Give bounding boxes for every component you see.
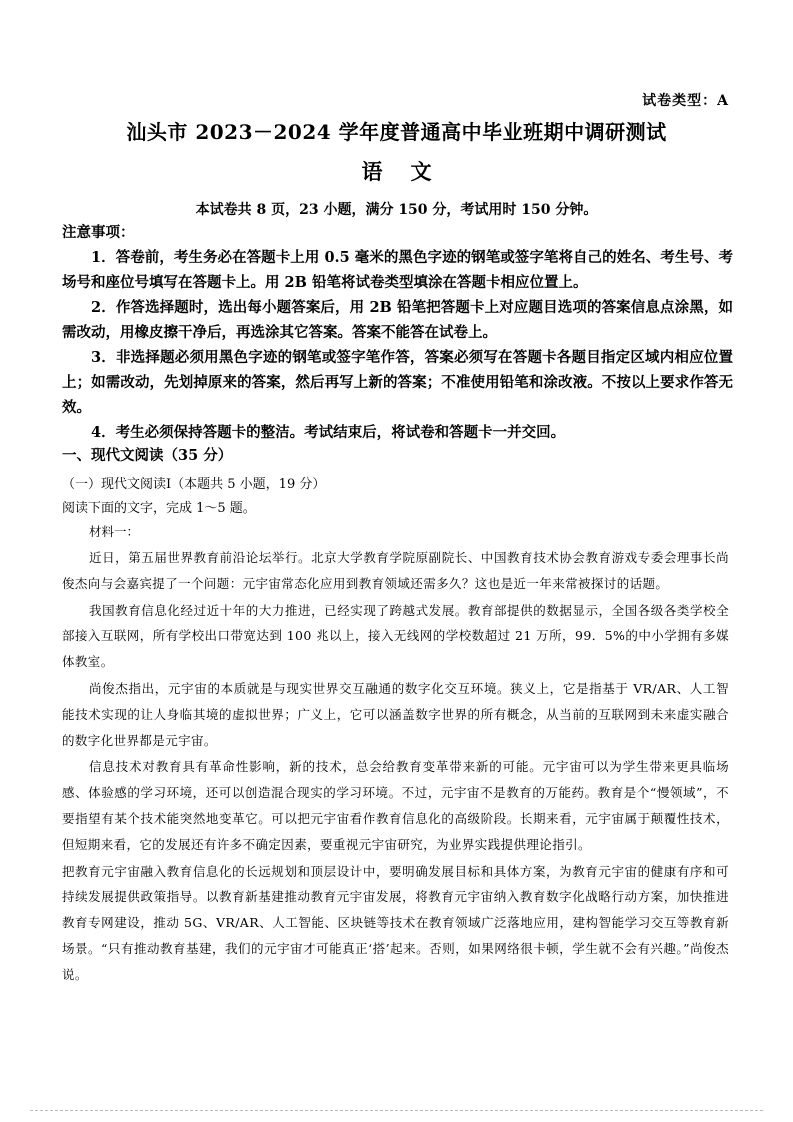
notice-block	[62, 221, 733, 445]
notice-item-4: 4．考生必须保持答题卡的整洁。考试结束后，将试卷和答题卡一并交回。	[91, 424, 566, 441]
passage-paragraph: 近日，第五届世界教育前沿论坛举行。北京大学教育学院原副院长、中国教育技术协会教育游戏专委会理事长尚俊杰向与会嘉宾提了一个问题：元宇宙常态化应用到教育领域还需多久？这也是近一年来常被探讨的话题。	[62, 550, 729, 591]
notice-item-2: 2．作答选择题时，选出每小题答案后，用 2B 铅笔把答题卡上对应题目选项的答案信息点涂黑，如需改动，用橡皮擦干净后，再选涂其它答案。答案不能答在试卷上。	[62, 299, 733, 341]
notice-item-3: 3．非选择题必须用黑色字迹的钢笔或签字笔作答，答案必须写在答题卡各题目指定区域内相应位置上；如需改动，先划掉原来的答案，然后再写上新的答案；不准使用铅笔和涂改液。不按以上要求作答无效。	[62, 349, 733, 416]
subsection-title: （一）现代文阅读Ⅰ（本题共 5 小题，19 分）	[62, 477, 326, 492]
passage-paragraph: 信息技术对教育具有革命性影响，新的技术，总会给教育变革带来新的可能。元宇宙可以为学生带来更具临场感、体验感的学习环境，还可以创造混合现实的学习环境。不过，元宇宙不是教育的万能药。教育是个“慢领域”，不要指望有某个技术能突然地变革它。可以把元宇宙看作教育信息化的高级阶段。长期来看，元宇宙属于颠覆性技术，但短期来看，它的发展还有许多不确定因素，要重视元宇宙研究，为业界实践提供理论指引。	[62, 759, 729, 852]
passage-paragraph: 我国教育信息化经过近十年的大力推进，已经实现了跨越式发展。教育部提供的数据显示，全国各级各类学校全部接入互联网，所有学校出口带宽达到 100 兆以上，接入无线网的学校数超过 21 万所，99．5%的中小学拥有多媒体教室。	[62, 602, 729, 670]
notice-item-1: 1．答卷前，考生务必在答题卡上用 0.5 毫米的黑色字迹的钢笔或签字笔将自己的姓名、考生号、考场号和座位号填写在答题卡上。用 2B 铅笔将试卷类型填涂在答题卡相应位置上。	[62, 249, 733, 291]
paper-type-label: 试卷类型：A	[642, 93, 729, 109]
material-label: 材料一：	[89, 524, 140, 539]
section-title: 一、现代文阅读（35 分）	[62, 447, 233, 464]
reading-instruction: 阅读下面的文字，完成 1～5 题。	[62, 501, 256, 516]
passage-paragraph: 尚俊杰指出，元宇宙的本质就是与现实世界交互融通的数字化交互环境。狭义上，它是指基于 VR/AR、人工智能技术实现的让人身临其境的虚拟世界；广义上，它可以涵盖数字世界的所有概念，从当前的互联网到未来虚实融合的数字化世界都是元宇宙。	[62, 680, 729, 748]
page-divider	[30, 1110, 763, 1111]
exam-title: 汕头市 2023－2024 学年度普通高中毕业班期中调研测试	[126, 120, 667, 144]
exam-info: 本试卷共 8 页，23 小题，满分 150 分，考试用时 150 分钟。	[195, 202, 598, 218]
notice-title: 注意事项：	[62, 224, 135, 241]
passage-paragraph: 把教育元宇宙融入教育信息化的长远规划和顶层设计中，要明确发展目标和具体方案，为教育元宇宙的健康有序和可持续发展提供政策指导。以教育新基建推动教育元宇宙发展，将教育元宇宙纳入教育数字化战略行动方案，加快推进教育专网建设，推动 5G、VR/AR、人工智能、区块链等技术在教育领域广泛落地应用，建构智能学习交互等教育新场景。“只有推动教育基建，我们的元宇宙才可能真正‘搭’起来。否则，如果网络很卡顿，学生就不会有兴趣。”尚俊杰说。	[62, 863, 729, 982]
subject-title: 语文	[361, 159, 460, 184]
reading-passage	[62, 521, 729, 989]
